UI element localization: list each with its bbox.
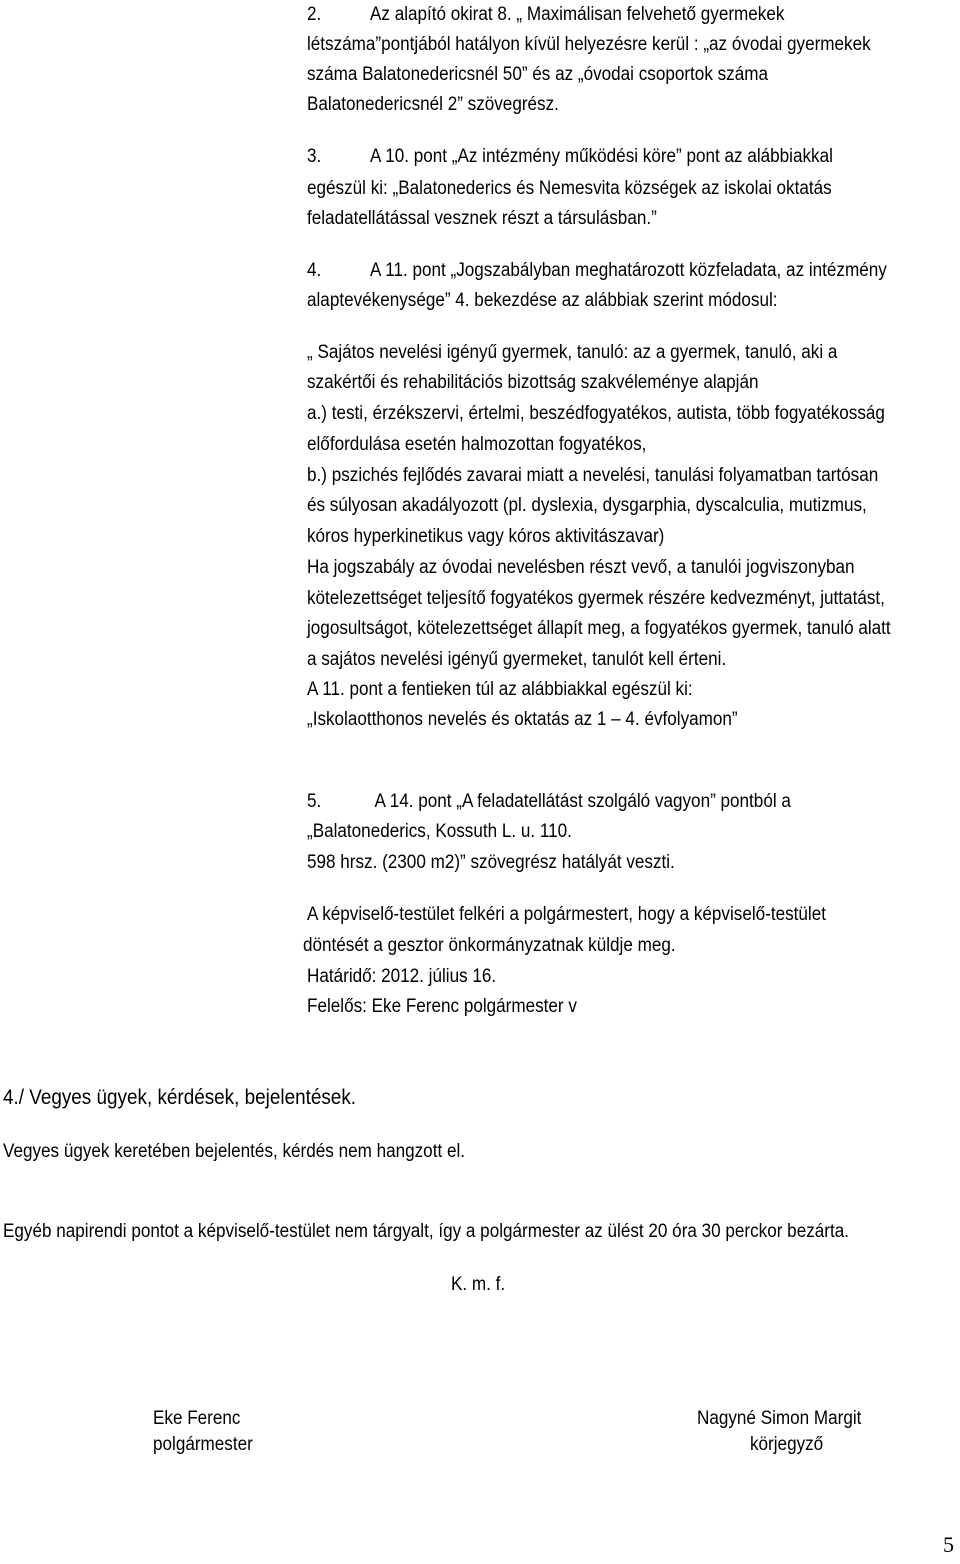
section-4-line-1: 4. A 11. pont „Jogszabályban meghatározott közfeladata, az intézmény bbox=[307, 260, 887, 281]
section-4-body-8: Ha jogszabály az óvodai nevelésben részt vevő, a tanulói jogviszonyban bbox=[307, 557, 855, 578]
section-4-number: 4. bbox=[307, 260, 322, 281]
section-3-line-2: egészül ki: „Balatonederics és Nemesvita községek az iskolai oktatás bbox=[307, 178, 832, 199]
page-number: 5 bbox=[943, 1532, 954, 1557]
section-5-line-3: 598 hrsz. (2300 m2)” szövegrész hatályát veszti. bbox=[307, 852, 675, 873]
section-5-line-1: 5. A 14. pont „A feladatellátást szolgáló vagyon” pontból a bbox=[307, 791, 791, 812]
section-4-body-13: „Iskolaotthonos nevelés és oktatás az 1 – 4. évfolyamon” bbox=[307, 709, 738, 730]
section-4-body-2: szakértői és rehabilitációs bizottság szakvéleménye alapján bbox=[307, 372, 759, 393]
section-4-body-7: kóros hyperkinetikus vagy kóros aktivitászavar) bbox=[307, 526, 665, 547]
section-3-line-1: 3. A 10. pont „Az intézmény működési köre” pont az alábbiakkal bbox=[307, 146, 833, 167]
resolution-deadline: Határidő: 2012. július 16. bbox=[307, 966, 497, 987]
agenda-text: Vegyes ügyek keretében bejelentés, kérdés nem hangzott el. bbox=[3, 1141, 466, 1162]
signature-left-title: polgármester bbox=[153, 1434, 253, 1455]
signature-right-name: Nagyné Simon Margit bbox=[697, 1408, 862, 1429]
resolution-responsible: Felelős: Eke Ferenc polgármester v bbox=[307, 996, 577, 1017]
section-4-body-5: b.) pszichés fejlődés zavarai miatt a nevelési, tanulási folyamatban tartósan bbox=[307, 465, 879, 486]
section-4-line-2: alaptevékenysége” 4. bekezdése az alábbiak szerint módosul: bbox=[307, 290, 778, 311]
section-2-line-3: száma Balatonedericsnél 50” és az „óvodai csoportok száma bbox=[307, 64, 768, 85]
signature-left-name: Eke Ferenc bbox=[153, 1408, 241, 1429]
section-2-number: 2. bbox=[307, 4, 322, 25]
signature-right-title: körjegyző bbox=[750, 1434, 824, 1455]
section-4-body-11: a sajátos nevelési igényű gyermeket, tanulót kell érteni. bbox=[307, 649, 727, 670]
closing-text: Egyéb napirendi pontot a képviselő-testület nem tárgyalt, így a polgármester az ülést 20 óra 30 perckor bezárta. bbox=[3, 1221, 849, 1242]
section-5-line-2: „Balatonederics, Kossuth L. u. 110. bbox=[307, 821, 572, 842]
section-4-body-12: A 11. pont a fentieken túl az alábbiakkal egészül ki: bbox=[307, 679, 693, 700]
section-3-line-3: feladatellátással vesznek részt a társulásban.” bbox=[307, 208, 657, 229]
section-2-line-4: Balatonedericsnél 2” szövegrész. bbox=[307, 94, 559, 115]
section-3-number: 3. bbox=[307, 146, 322, 167]
section-4-body-3: a.) testi, érzékszervi, értelmi, beszédfogyatékos, autista, több fogyatékosság bbox=[307, 403, 885, 424]
section-4-body-10: jogosultságot, kötelezettséget állapít meg, a fogyatékos gyermek, tanuló alatt bbox=[307, 618, 891, 639]
resolution-line-1: A képviselő-testület felkéri a polgármestert, hogy a képviselő-testület bbox=[307, 904, 826, 925]
section-4-body-6: és súlyosan akadályozott (pl. dyslexia, dysgarphia, dyscalculia, mutizmus, bbox=[307, 495, 867, 516]
section-5-number: 5. bbox=[307, 791, 322, 812]
agenda-heading: 4./ Vegyes ügyek, kérdések, bejelentések. bbox=[3, 1086, 357, 1109]
resolution-line-2: döntését a gesztor önkormányzatnak küldje meg. bbox=[303, 935, 676, 956]
section-2-line-1: 2. Az alapító okirat 8. „ Maximálisan felvehető gyermekek bbox=[307, 4, 785, 25]
section-4-body-9: kötelezettséget teljesítő fogyatékos gyermek részére kedvezményt, juttatást, bbox=[307, 588, 885, 609]
section-4-body-4: előfordulása esetén halmozottan fogyatékos, bbox=[307, 434, 647, 455]
section-2-line-2: létszáma”pontjából hatályon kívül helyezésre kerül : „az óvodai gyermekek bbox=[307, 34, 871, 55]
section-4-body-1: „ Sajátos nevelési igényű gyermek, tanuló: az a gyermek, tanuló, aki a bbox=[307, 342, 838, 363]
kmf: K. m. f. bbox=[451, 1274, 506, 1295]
